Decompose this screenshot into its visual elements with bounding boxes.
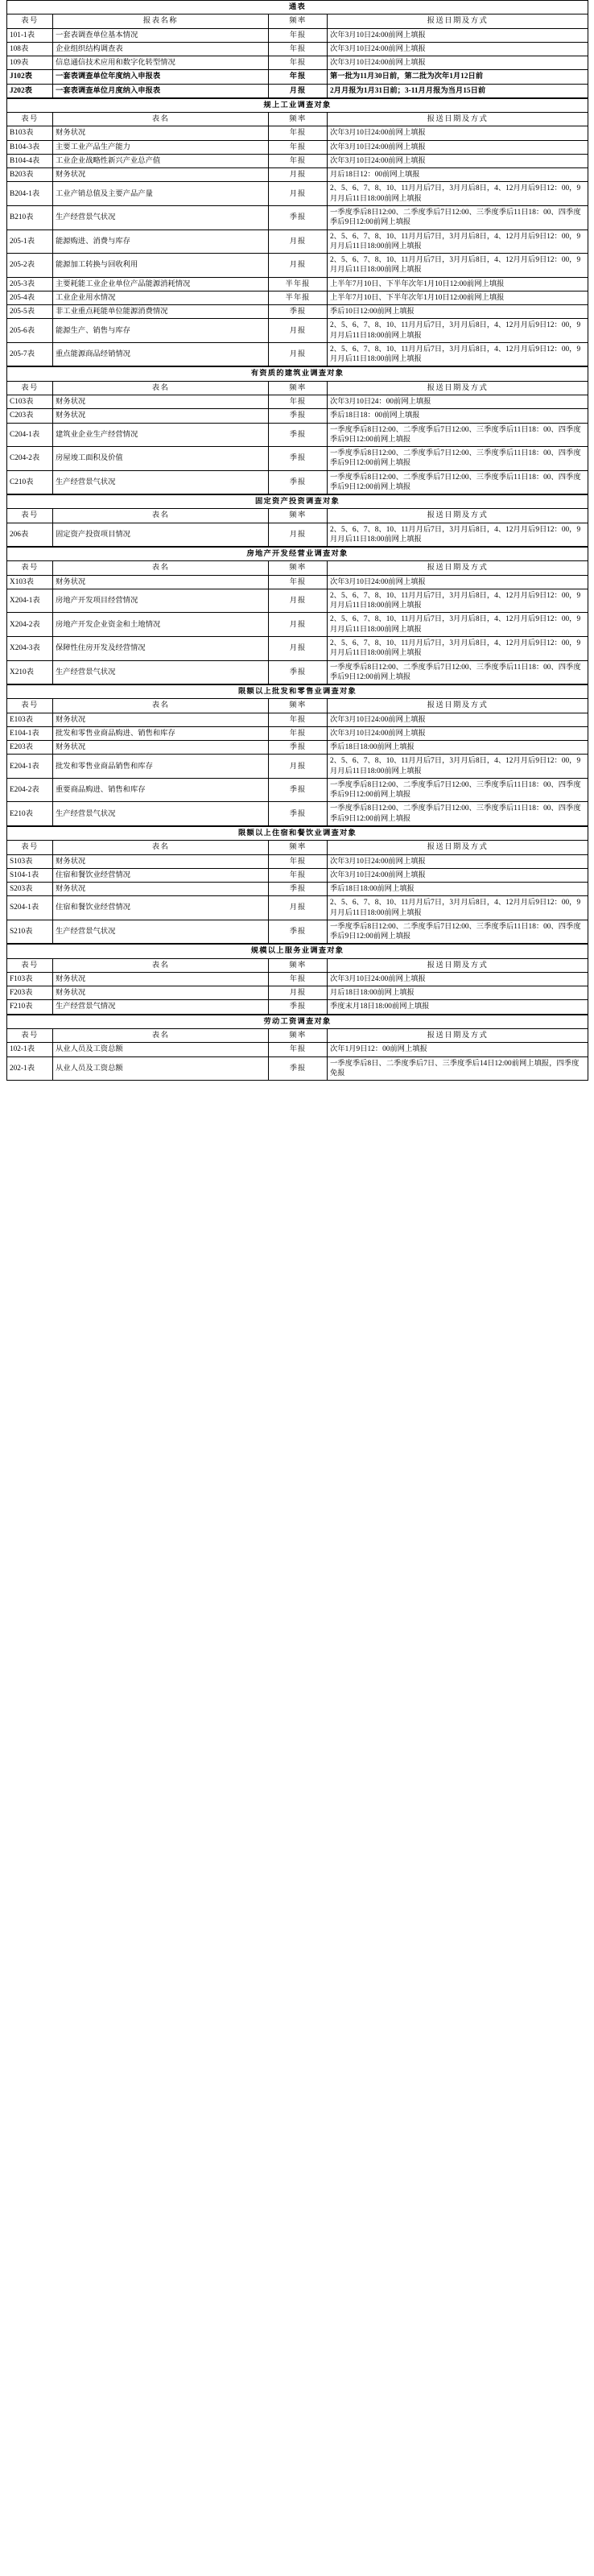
- report-date-cell: 次年3月10日24:00前网上填报: [328, 42, 588, 56]
- report-date-cell: 2月月报为1月31日前；3-11月月报为当月15日前: [328, 84, 588, 97]
- section-table: [6, 684, 588, 826]
- column-header-date: 报送日期及方式: [328, 14, 588, 28]
- report-code-cell: 101-1表: [7, 28, 53, 42]
- report-code-cell: X204-2表: [7, 613, 53, 637]
- report-frequency-cell: 季报: [269, 205, 328, 229]
- column-header-row: [7, 841, 588, 854]
- report-frequency-cell: 年报: [269, 854, 328, 868]
- report-date-cell: 次年3月10日24:00前网上填报: [328, 56, 588, 70]
- section-table: [6, 494, 588, 547]
- table-row: [7, 56, 588, 70]
- section-title: 限额以上批发和零售业调查对象: [7, 685, 588, 699]
- report-date-cell: 一季度季后8日12:00、二季度季后7日12:00、三季度季后11日18：00、四季度季后9日12:00前网上填报: [328, 778, 588, 802]
- report-code-cell: J202表: [7, 84, 53, 97]
- column-header-frequency: 频率: [269, 841, 328, 854]
- report-code-cell: E204-1表: [7, 755, 53, 779]
- report-name-cell: 住宿和餐饮业经营情况: [53, 896, 269, 920]
- report-frequency-cell: 月报: [269, 613, 328, 637]
- table-row: [7, 229, 588, 254]
- report-date-cell: 次年3月10日24：00前网上填报: [328, 395, 588, 408]
- report-date-cell: 次年3月10日24:00前网上填报: [328, 575, 588, 589]
- report-name-cell: 工业产销总值及主要产品产量: [53, 182, 269, 206]
- column-header-row: [7, 509, 588, 523]
- report-name-cell: 一套表调查单位年度纳入申报表: [53, 70, 269, 84]
- column-header-row: [7, 561, 588, 575]
- section-title: 规上工业调查对象: [7, 98, 588, 112]
- report-frequency-cell: 月报: [269, 637, 328, 661]
- report-frequency-cell: 季报: [269, 470, 328, 494]
- report-frequency-cell: 半年报: [269, 291, 328, 304]
- column-header-code: 表号: [7, 699, 53, 713]
- report-code-cell: 109表: [7, 56, 53, 70]
- column-header-name: 表名: [53, 699, 269, 713]
- report-frequency-cell: 年报: [269, 28, 328, 42]
- report-frequency-cell: 月报: [269, 896, 328, 920]
- report-code-cell: F210表: [7, 1000, 53, 1014]
- table-row: [7, 1000, 588, 1014]
- report-name-cell: 财务状况: [53, 168, 269, 182]
- report-code-cell: 205-4表: [7, 291, 53, 304]
- section-title-row: [7, 827, 588, 841]
- report-name-cell: 财务状况: [53, 713, 269, 726]
- table-row: [7, 986, 588, 1000]
- section-title-row: [7, 495, 588, 509]
- report-date-cell: 月后18日12：00前网上填报: [328, 168, 588, 182]
- report-code-cell: S203表: [7, 883, 53, 896]
- report-frequency-cell: 月报: [269, 755, 328, 779]
- column-header-code: 表号: [7, 1028, 53, 1042]
- report-name-cell: 生产经营景气情况: [53, 1000, 269, 1014]
- report-frequency-cell: 月报: [269, 589, 328, 613]
- report-name-cell: 主要耗能工业企业单位产品能源消耗情况: [53, 277, 269, 291]
- column-header-code: 表号: [7, 381, 53, 395]
- column-header-code: 表号: [7, 958, 53, 972]
- report-name-cell: 财务状况: [53, 395, 269, 408]
- report-frequency-cell: 季报: [269, 423, 328, 447]
- report-name-cell: 固定资产投资项目情况: [53, 523, 269, 547]
- table-row: [7, 755, 588, 779]
- column-header-date: 报送日期及方式: [328, 958, 588, 972]
- column-header-row: [7, 381, 588, 395]
- section-table: [6, 366, 588, 494]
- table-row: [7, 42, 588, 56]
- report-name-cell: 生产经营景气状况: [53, 802, 269, 826]
- report-name-cell: 能源加工转换与回收利用: [53, 254, 269, 278]
- section-title: 规模以上服务业调查对象: [7, 945, 588, 958]
- report-code-cell: S103表: [7, 854, 53, 868]
- report-code-cell: C103表: [7, 395, 53, 408]
- report-code-cell: F103表: [7, 972, 53, 986]
- report-frequency-cell: 月报: [269, 342, 328, 366]
- report-name-cell: 生产经营景气状况: [53, 205, 269, 229]
- section-table: [6, 826, 588, 944]
- report-frequency-cell: 月报: [269, 182, 328, 206]
- section-title-row: [7, 1, 588, 14]
- table-row: [7, 126, 588, 140]
- table-row: [7, 140, 588, 154]
- column-header-frequency: 频率: [269, 381, 328, 395]
- report-frequency-cell: 季报: [269, 741, 328, 755]
- report-date-cell: 一季度季后8日、二季度季后7日、三季度季后14日12:00前网上填报，四季度免报: [328, 1056, 588, 1081]
- report-name-cell: 一套表调查单位月度纳入申报表: [53, 84, 269, 97]
- report-code-cell: B104-4表: [7, 154, 53, 167]
- report-code-cell: C203表: [7, 409, 53, 423]
- report-frequency-cell: 月报: [269, 319, 328, 343]
- column-header-row: [7, 699, 588, 713]
- report-date-cell: 次年3月10日24:00前网上填报: [328, 854, 588, 868]
- report-date-cell: 上半年7月10日、下半年次年1月10日12:00前网上填报: [328, 277, 588, 291]
- table-row: [7, 802, 588, 826]
- report-name-cell: 财务状况: [53, 741, 269, 755]
- report-name-cell: 建筑业企业生产经营情况: [53, 423, 269, 447]
- report-date-cell: 一季度季后8日12:00、二季度季后7日12:00、三季度季后11日18：00、四季度季后9日12:00前网上填报: [328, 447, 588, 471]
- report-name-cell: 保障性住房开发及经营情况: [53, 637, 269, 661]
- report-frequency-cell: 半年报: [269, 277, 328, 291]
- column-header-frequency: 频率: [269, 699, 328, 713]
- report-frequency-cell: 季报: [269, 409, 328, 423]
- section-title: 有资质的建筑业调查对象: [7, 367, 588, 381]
- report-date-cell: 2、5、6、7、8、10、11月月后7日，3月月后8日，4、12月月后9日12：00，9月月后11日18:00前网上填报: [328, 637, 588, 661]
- report-name-cell: 财务状况: [53, 854, 269, 868]
- table-row: [7, 291, 588, 304]
- column-header-frequency: 频率: [269, 561, 328, 575]
- report-date-cell: 次年3月10日24:00前网上填报: [328, 972, 588, 986]
- column-header-name: 表名: [53, 841, 269, 854]
- section-title-row: [7, 685, 588, 699]
- section-table: [6, 98, 588, 367]
- report-code-cell: E210表: [7, 802, 53, 826]
- report-code-cell: B210表: [7, 205, 53, 229]
- column-header-code: 表号: [7, 509, 53, 523]
- section-title: 劳动工资调查对象: [7, 1015, 588, 1028]
- table-row: [7, 470, 588, 494]
- report-frequency-cell: 年报: [269, 395, 328, 408]
- report-name-cell: 能源生产、销售与库存: [53, 319, 269, 343]
- report-code-cell: F203表: [7, 986, 53, 1000]
- table-row: [7, 154, 588, 167]
- table-row: [7, 342, 588, 366]
- report-code-cell: X210表: [7, 660, 53, 684]
- section-title-row: [7, 548, 588, 561]
- report-name-cell: 一套表调查单位基本情况: [53, 28, 269, 42]
- report-code-cell: 102-1表: [7, 1043, 53, 1056]
- report-frequency-cell: 年报: [269, 726, 328, 740]
- report-code-cell: 205-5表: [7, 305, 53, 319]
- report-frequency-cell: 年报: [269, 713, 328, 726]
- table-row: [7, 305, 588, 319]
- report-code-cell: X103表: [7, 575, 53, 589]
- report-date-cell: 一季度季后8日12:00、二季度季后7日12:00、三季度季后11日18：00、四季度季后9日12:00前网上填报: [328, 802, 588, 826]
- table-row: [7, 713, 588, 726]
- report-frequency-cell: 年报: [269, 42, 328, 56]
- table-row: [7, 205, 588, 229]
- report-code-cell: E204-2表: [7, 778, 53, 802]
- report-date-cell: 2、5、6、7、8、10、11月月后7日，3月月后8日，4、12月月后9日12：00，9月月后11日18:00前网上填报: [328, 342, 588, 366]
- document-page: [0, 0, 594, 1081]
- report-frequency-cell: 季报: [269, 883, 328, 896]
- table-row: [7, 254, 588, 278]
- column-header-code: 表号: [7, 841, 53, 854]
- report-frequency-cell: 月报: [269, 523, 328, 547]
- report-code-cell: B203表: [7, 168, 53, 182]
- report-frequency-cell: 季报: [269, 1056, 328, 1081]
- report-name-cell: 财务状况: [53, 883, 269, 896]
- report-name-cell: 批发和零售业商品销售和库存: [53, 755, 269, 779]
- table-row: [7, 523, 588, 547]
- report-date-cell: 2、5、6、7、8、10、11月月后7日，3月月后8日，4、12月月后9日12：00，9月月后11日18:00前网上填报: [328, 755, 588, 779]
- report-code-cell: S104-1表: [7, 868, 53, 882]
- report-code-cell: X204-3表: [7, 637, 53, 661]
- column-header-name: 表名: [53, 381, 269, 395]
- report-frequency-cell: 月报: [269, 986, 328, 1000]
- section-title-row: [7, 945, 588, 958]
- report-date-cell: 一季度季后8日12:00、二季度季后7日12:00、三季度季后11日18：00、四季度季后9日12:00前网上填报: [328, 470, 588, 494]
- column-header-name: 表名: [53, 561, 269, 575]
- table-row: [7, 423, 588, 447]
- report-date-cell: 2、5、6、7、8、10、11月月后7日，3月月后8日，4、12月月后9日12：00，9月月后11日18:00前网上填报: [328, 896, 588, 920]
- report-date-cell: 次年3月10日24:00前网上填报: [328, 154, 588, 167]
- column-header-frequency: 频率: [269, 958, 328, 972]
- section-title: 房地产开发经营业调查对象: [7, 548, 588, 561]
- report-code-cell: 205-6表: [7, 319, 53, 343]
- report-code-cell: E103表: [7, 713, 53, 726]
- table-row: [7, 896, 588, 920]
- report-name-cell: 非工业重点耗能单位能源消费情况: [53, 305, 269, 319]
- report-frequency-cell: 季报: [269, 920, 328, 944]
- report-code-cell: E203表: [7, 741, 53, 755]
- section-title: 限额以上住宿和餐饮业调查对象: [7, 827, 588, 841]
- report-code-cell: B204-1表: [7, 182, 53, 206]
- table-row: [7, 854, 588, 868]
- report-name-cell: 主要工业产品生产能力: [53, 140, 269, 154]
- report-name-cell: 财务状况: [53, 126, 269, 140]
- section-title: 通表: [7, 1, 588, 14]
- table-row: [7, 637, 588, 661]
- table-row: [7, 778, 588, 802]
- report-date-cell: 2、5、6、7、8、10、11月月后7日，3月月后8日，4、12月月后9日12：00，9月月后11日18:00前网上填报: [328, 229, 588, 254]
- table-row: [7, 319, 588, 343]
- report-name-cell: 生产经营景气状况: [53, 660, 269, 684]
- column-header-code: 表号: [7, 113, 53, 126]
- column-header-frequency: 频率: [269, 509, 328, 523]
- report-code-cell: J102表: [7, 70, 53, 84]
- report-code-cell: 202-1表: [7, 1056, 53, 1081]
- report-code-cell: C210表: [7, 470, 53, 494]
- section-table: [6, 547, 588, 684]
- report-frequency-cell: 月报: [269, 84, 328, 97]
- report-date-cell: 2、5、6、7、8、10、11月月后7日，3月月后8日，4、12月月后9日12：00，9月月后11日18:00前网上填报: [328, 254, 588, 278]
- column-header-code: 表号: [7, 561, 53, 575]
- report-frequency-cell: 年报: [269, 140, 328, 154]
- report-date-cell: 季后18日18:00前网上填报: [328, 883, 588, 896]
- report-date-cell: 季后18日18：00前网上填报: [328, 409, 588, 423]
- column-header-frequency: 频率: [269, 14, 328, 28]
- table-row: [7, 883, 588, 896]
- table-row: [7, 70, 588, 84]
- section-title-row: [7, 367, 588, 381]
- table-row: [7, 972, 588, 986]
- table-row: [7, 28, 588, 42]
- table-row: [7, 1043, 588, 1056]
- report-name-cell: 财务状况: [53, 409, 269, 423]
- report-date-cell: 2、5、6、7、8、10、11月月后7日，3月月后8日，4、12月月后9日12：00，9月月后11日18:00前网上填报: [328, 589, 588, 613]
- table-row: [7, 613, 588, 637]
- report-code-cell: 205-7表: [7, 342, 53, 366]
- report-name-cell: 工业企业用水情况: [53, 291, 269, 304]
- report-date-cell: 次年3月10日24:00前网上填报: [328, 126, 588, 140]
- report-code-cell: C204-2表: [7, 447, 53, 471]
- report-name-cell: 房屋竣工面积及价值: [53, 447, 269, 471]
- table-row: [7, 84, 588, 97]
- column-header-date: 报送日期及方式: [328, 561, 588, 575]
- report-date-cell: 一季度季后8日12:00、二季度季后7日12:00、三季度季后11日18：00、四季度季后9日12:00前网上填报: [328, 920, 588, 944]
- column-header-name: 表名: [53, 113, 269, 126]
- report-name-cell: 财务状况: [53, 575, 269, 589]
- column-header-code: 表号: [7, 14, 53, 28]
- report-date-cell: 上半年7月10日、下半年次年1月10日12:00前网上填报: [328, 291, 588, 304]
- report-frequency-cell: 季报: [269, 1000, 328, 1014]
- report-code-cell: S204-1表: [7, 896, 53, 920]
- report-frequency-cell: 年报: [269, 126, 328, 140]
- report-code-cell: B103表: [7, 126, 53, 140]
- column-header-name: 表名: [53, 509, 269, 523]
- table-row: [7, 168, 588, 182]
- section-table: [6, 0, 588, 98]
- report-code-cell: B104-3表: [7, 140, 53, 154]
- report-date-cell: 2、5、6、7、8、10、11月月后7日，3月月后8日，4、12月月后9日12：00，9月月后11日18:00前网上填报: [328, 613, 588, 637]
- report-frequency-cell: 月报: [269, 229, 328, 254]
- report-name-cell: 批发和零售业商品购进、销售和库存: [53, 726, 269, 740]
- column-header-row: [7, 1028, 588, 1042]
- table-row: [7, 868, 588, 882]
- column-header-name: 表名: [53, 1028, 269, 1042]
- report-code-cell: C204-1表: [7, 423, 53, 447]
- column-header-row: [7, 958, 588, 972]
- report-frequency-cell: 年报: [269, 575, 328, 589]
- table-row: [7, 277, 588, 291]
- report-frequency-cell: 年报: [269, 154, 328, 167]
- report-name-cell: 房地产开发企业资金和土地情况: [53, 613, 269, 637]
- report-tables-root: [0, 0, 594, 1081]
- report-name-cell: 工业企业战略性新兴产业总产值: [53, 154, 269, 167]
- column-header-row: [7, 14, 588, 28]
- report-date-cell: 2、5、6、7、8、10、11月月后7日，3月月后8日，4、12月月后9日12：00，9月月后11日18:00前网上填报: [328, 523, 588, 547]
- report-code-cell: 206表: [7, 523, 53, 547]
- report-code-cell: E104-1表: [7, 726, 53, 740]
- column-header-name: 报表名称: [53, 14, 269, 28]
- report-date-cell: 2、5、6、7、8、10、11月月后7日，3月月后8日，4、12月月后9日12：00，9月月后11日18:00前网上填报: [328, 319, 588, 343]
- report-name-cell: 生产经营景气状况: [53, 920, 269, 944]
- section-title-row: [7, 1015, 588, 1028]
- report-date-cell: 一季度季后8日12:00、二季度季后7日12:00、三季度季后11日18：00、四季度季后9日12:00前网上填报: [328, 660, 588, 684]
- report-date-cell: 次年3月10日24:00前网上填报: [328, 726, 588, 740]
- report-name-cell: 能源购进、消费与库存: [53, 229, 269, 254]
- column-header-frequency: 频率: [269, 113, 328, 126]
- report-name-cell: 房地产开发项目经营情况: [53, 589, 269, 613]
- column-header-date: 报送日期及方式: [328, 699, 588, 713]
- report-date-cell: 次年3月10日24:00前网上填报: [328, 868, 588, 882]
- table-row: [7, 395, 588, 408]
- report-date-cell: 次年3月10日24:00前网上填报: [328, 28, 588, 42]
- report-date-cell: 季后10日12:00前网上填报: [328, 305, 588, 319]
- report-date-cell: 次年1月9日12：00前网上填报: [328, 1043, 588, 1056]
- report-frequency-cell: 季报: [269, 447, 328, 471]
- report-name-cell: 重点能源商品经销情况: [53, 342, 269, 366]
- report-frequency-cell: 年报: [269, 70, 328, 84]
- report-frequency-cell: 季报: [269, 778, 328, 802]
- table-row: [7, 726, 588, 740]
- report-frequency-cell: 季报: [269, 802, 328, 826]
- report-name-cell: 财务状况: [53, 972, 269, 986]
- report-frequency-cell: 年报: [269, 56, 328, 70]
- report-name-cell: 从业人员及工资总额: [53, 1056, 269, 1081]
- report-name-cell: 企业组织结构调查表: [53, 42, 269, 56]
- report-frequency-cell: 季报: [269, 305, 328, 319]
- report-code-cell: 108表: [7, 42, 53, 56]
- report-frequency-cell: 年报: [269, 868, 328, 882]
- column-header-date: 报送日期及方式: [328, 381, 588, 395]
- report-frequency-cell: 年报: [269, 972, 328, 986]
- table-row: [7, 447, 588, 471]
- section-title-row: [7, 98, 588, 112]
- report-date-cell: 次年3月10日24:00前网上填报: [328, 713, 588, 726]
- section-table: [6, 944, 588, 1014]
- section-table: [6, 1015, 588, 1081]
- report-date-cell: 一季度季后8日12:00、二季度季后7日12:00、三季度季后11日18：00、四季度季后9日12:00前网上填报: [328, 423, 588, 447]
- report-date-cell: 季后18日18:00前网上填报: [328, 741, 588, 755]
- report-name-cell: 重要商品购进、销售和库存: [53, 778, 269, 802]
- report-name-cell: 从业人员及工资总额: [53, 1043, 269, 1056]
- report-date-cell: 月后18日18:00前网上填报: [328, 986, 588, 1000]
- report-code-cell: S210表: [7, 920, 53, 944]
- report-date-cell: 季度末月18日18:00前网上填报: [328, 1000, 588, 1014]
- report-date-cell: 2、5、6、7、8、10、11月月后7日，3月月后8日，4、12月月后9日12：00，9月月后11日18:00前网上填报: [328, 182, 588, 206]
- table-row: [7, 920, 588, 944]
- report-code-cell: X204-1表: [7, 589, 53, 613]
- report-frequency-cell: 月报: [269, 168, 328, 182]
- report-code-cell: 205-1表: [7, 229, 53, 254]
- report-code-cell: 205-2表: [7, 254, 53, 278]
- column-header-date: 报送日期及方式: [328, 1028, 588, 1042]
- table-row: [7, 575, 588, 589]
- report-frequency-cell: 季报: [269, 660, 328, 684]
- column-header-frequency: 频率: [269, 1028, 328, 1042]
- report-name-cell: 信息通信技术应用和数字化转型情况: [53, 56, 269, 70]
- column-header-date: 报送日期及方式: [328, 509, 588, 523]
- section-title: 固定资产投资调查对象: [7, 495, 588, 509]
- report-date-cell: 第一批为11月30日前，第二批为次年1月12日前: [328, 70, 588, 84]
- table-row: [7, 1056, 588, 1081]
- report-name-cell: 住宿和餐饮业经营情况: [53, 868, 269, 882]
- table-row: [7, 741, 588, 755]
- column-header-date: 报送日期及方式: [328, 841, 588, 854]
- report-name-cell: 生产经营景气状况: [53, 470, 269, 494]
- report-code-cell: 205-3表: [7, 277, 53, 291]
- table-row: [7, 589, 588, 613]
- table-row: [7, 409, 588, 423]
- column-header-date: 报送日期及方式: [328, 113, 588, 126]
- report-name-cell: 财务状况: [53, 986, 269, 1000]
- report-frequency-cell: 月报: [269, 254, 328, 278]
- report-frequency-cell: 年报: [269, 1043, 328, 1056]
- table-row: [7, 182, 588, 206]
- report-date-cell: 一季度季后8日12:00、二季度季后7日12:00、三季度季后11日18：00、四季度季后9日12:00前网上填报: [328, 205, 588, 229]
- column-header-row: [7, 113, 588, 126]
- column-header-name: 表名: [53, 958, 269, 972]
- report-date-cell: 次年3月10日24:00前网上填报: [328, 140, 588, 154]
- table-row: [7, 660, 588, 684]
